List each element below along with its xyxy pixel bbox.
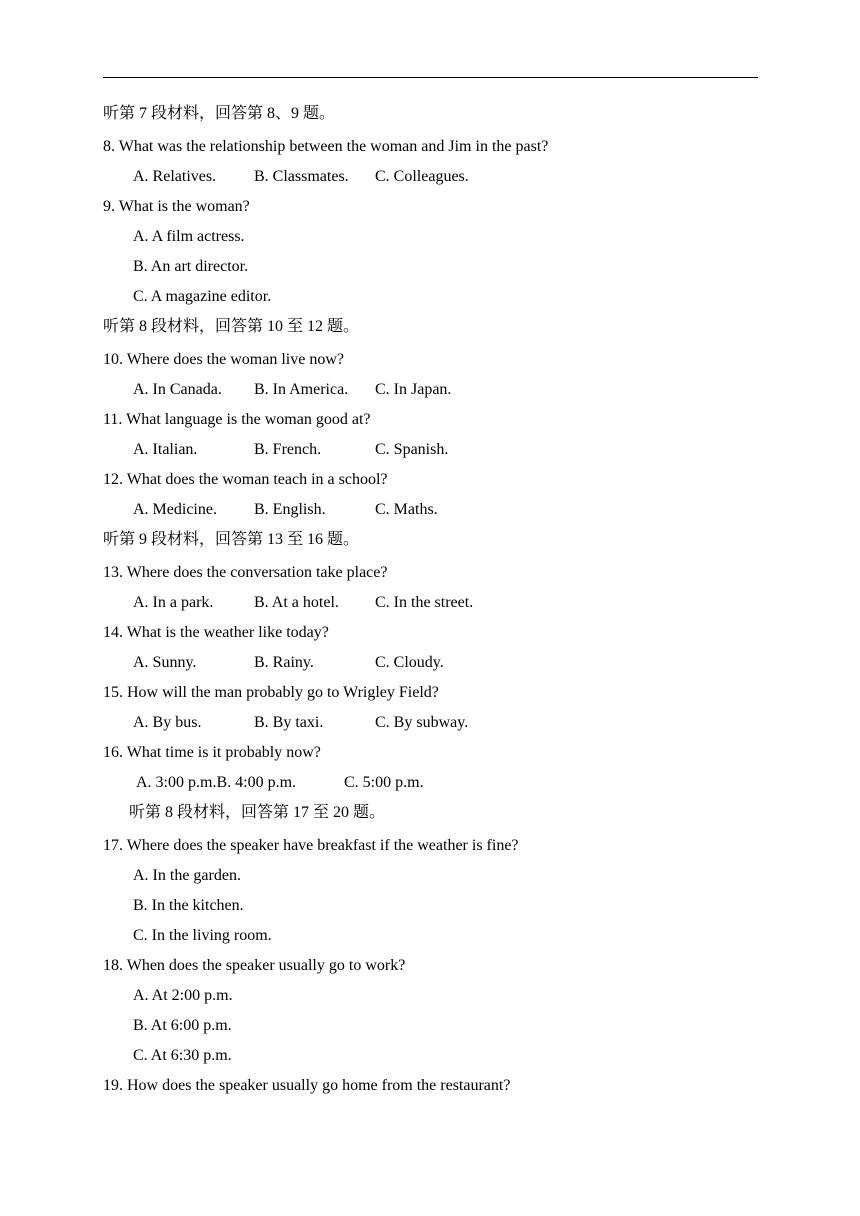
option-c: C. A magazine editor. [133,288,272,305]
question-text: 18. When does the speaker usually go to work? [103,957,406,974]
option-b: B. An art director. [133,258,249,275]
question-text: 15. How will the man probably go to Wrigley Field? [103,684,439,701]
option-c: C. Cloudy. [375,654,444,671]
question-text: 12. What does the woman teach in a school? [103,471,388,488]
section-heading: 听第 8 段材料，回答第 10 至 12 题。 [103,318,360,335]
question-text: 19. How does the speaker usually go home from the restaurant? [103,1077,511,1094]
question-text: 14. What is the weather like today? [103,624,329,641]
option-a: A. By bus. [133,714,202,731]
option-a: A. In a park. [133,594,214,611]
option-b: B. At a hotel. [254,594,339,611]
option-a: A. In Canada. [133,381,222,398]
option-a: A. Relatives. [133,168,217,185]
option-a: A. Italian. [133,441,198,458]
option-c: C. Spanish. [375,441,449,458]
option-a: A. At 2:00 p.m. [133,987,233,1004]
question-text: 10. Where does the woman live now? [103,351,344,368]
option-c: C. In Japan. [375,381,452,398]
question-text: 11. What language is the woman good at? [103,411,371,428]
option-b: B. English. [254,501,326,518]
option-a: A. Sunny. [133,654,197,671]
option-a: A. In the garden. [133,867,241,884]
section-heading: 听第 7 段材料，回答第 8、9 题。 [103,105,336,122]
option-b: B. In the kitchen. [133,897,244,914]
section-heading: 听第 9 段材料，回答第 13 至 16 题。 [103,531,360,548]
option-b: B. In America. [254,381,349,398]
option-a-b: A. 3:00 p.m.B. 4:00 p.m. [136,774,297,791]
section-heading: 听第 8 段材料，回答第 17 至 20 题。 [129,804,386,821]
option-a: A. A film actress. [133,228,245,245]
question-text: 13. Where does the conversation take place? [103,564,388,581]
option-c: C. Colleagues. [375,168,469,185]
option-b: B. By taxi. [254,714,324,731]
question-text: 17. Where does the speaker have breakfast if the weather is fine? [103,837,519,854]
option-c: C. Maths. [375,501,438,518]
option-b: B. Rainy. [254,654,314,671]
option-c: C. In the living room. [133,927,272,944]
option-c: C. In the street. [375,594,474,611]
question-text: 9. What is the woman? [103,198,250,215]
question-text: 16. What time is it probably now? [103,744,321,761]
option-b: B. French. [254,441,322,458]
option-c: C. At 6:30 p.m. [133,1047,232,1064]
option-b: B. Classmates. [254,168,349,185]
option-a: A. Medicine. [133,501,217,518]
question-text: 8. What was the relationship between the woman and Jim in the past? [103,138,549,155]
option-c: C. By subway. [375,714,469,731]
option-c: C. 5:00 p.m. [344,774,424,791]
option-b: B. At 6:00 p.m. [133,1017,232,1034]
header-rule [103,77,758,78]
